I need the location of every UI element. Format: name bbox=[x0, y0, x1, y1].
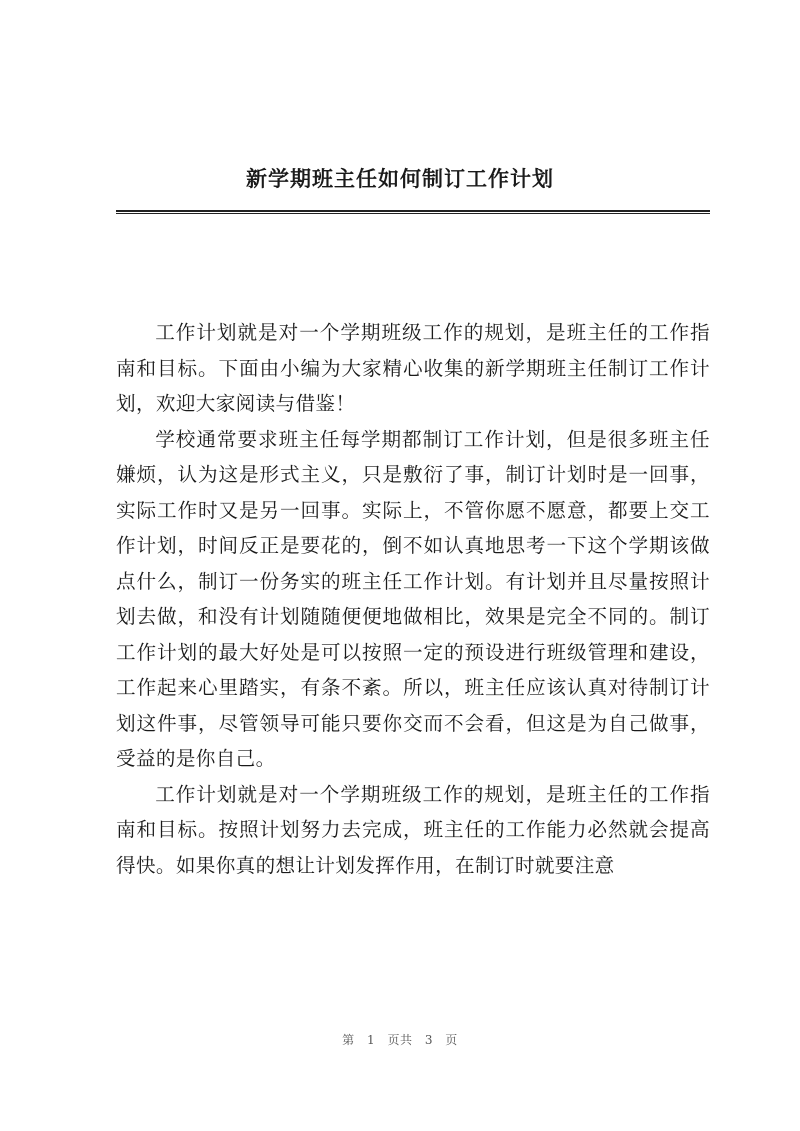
title-divider bbox=[116, 210, 710, 214]
paragraph-why-plan: 学校通常要求班主任每学期都制订工作计划，但是很多班主任嫌烦，认为这是形式主义，只是敷衍了事，制订计划时是一回事，实际工作时又是另一回事。实际上，不管你愿不愿意，都要上交工作计划，时间反正是要花的，倒不如认真地思考一下这个学期该做点什么，制订一份务实的班主任工作计划。有计划并且尽量按照计划去做，和没有计划随随便便地做相比，效果是完全不同的。制订工作计划的最大好处是可以按照一定的预设进行班级管理和建设，工作起来心里踏实，有条不紊。所以，班主任应该认真对待制订计划这件事，尽管领导可能只要你交而不会看，但这是为自己做事，受益的是你自己。 bbox=[116, 427, 710, 770]
footer-label-pages: 页 bbox=[445, 1033, 458, 1047]
document-title: 新学期班主任如何制订工作计划 bbox=[246, 166, 554, 191]
paragraph-planning-goal: 工作计划就是对一个学期班级工作的规划，是班主任的工作指南和目标。按照计划努力去完成，班主任的工作能力必然就会提高得快。如果你真的想让计划发挥作用，在制订时就要注意 bbox=[116, 782, 710, 877]
footer-label-page-of: 页共 bbox=[387, 1033, 413, 1047]
paragraph-intro: 工作计划就是对一个学期班级工作的规划，是班主任的工作指南和目标。下面由小编为大家精心收集的新学期班主任制订工作计划，欢迎大家阅读与借鉴！ bbox=[116, 321, 710, 415]
footer-current-page: 1 bbox=[367, 1033, 376, 1047]
footer-total-pages: 3 bbox=[424, 1033, 433, 1047]
footer-label-page: 第 bbox=[342, 1033, 355, 1047]
document-body bbox=[116, 315, 710, 883]
page-number-footer bbox=[0, 1031, 800, 1048]
